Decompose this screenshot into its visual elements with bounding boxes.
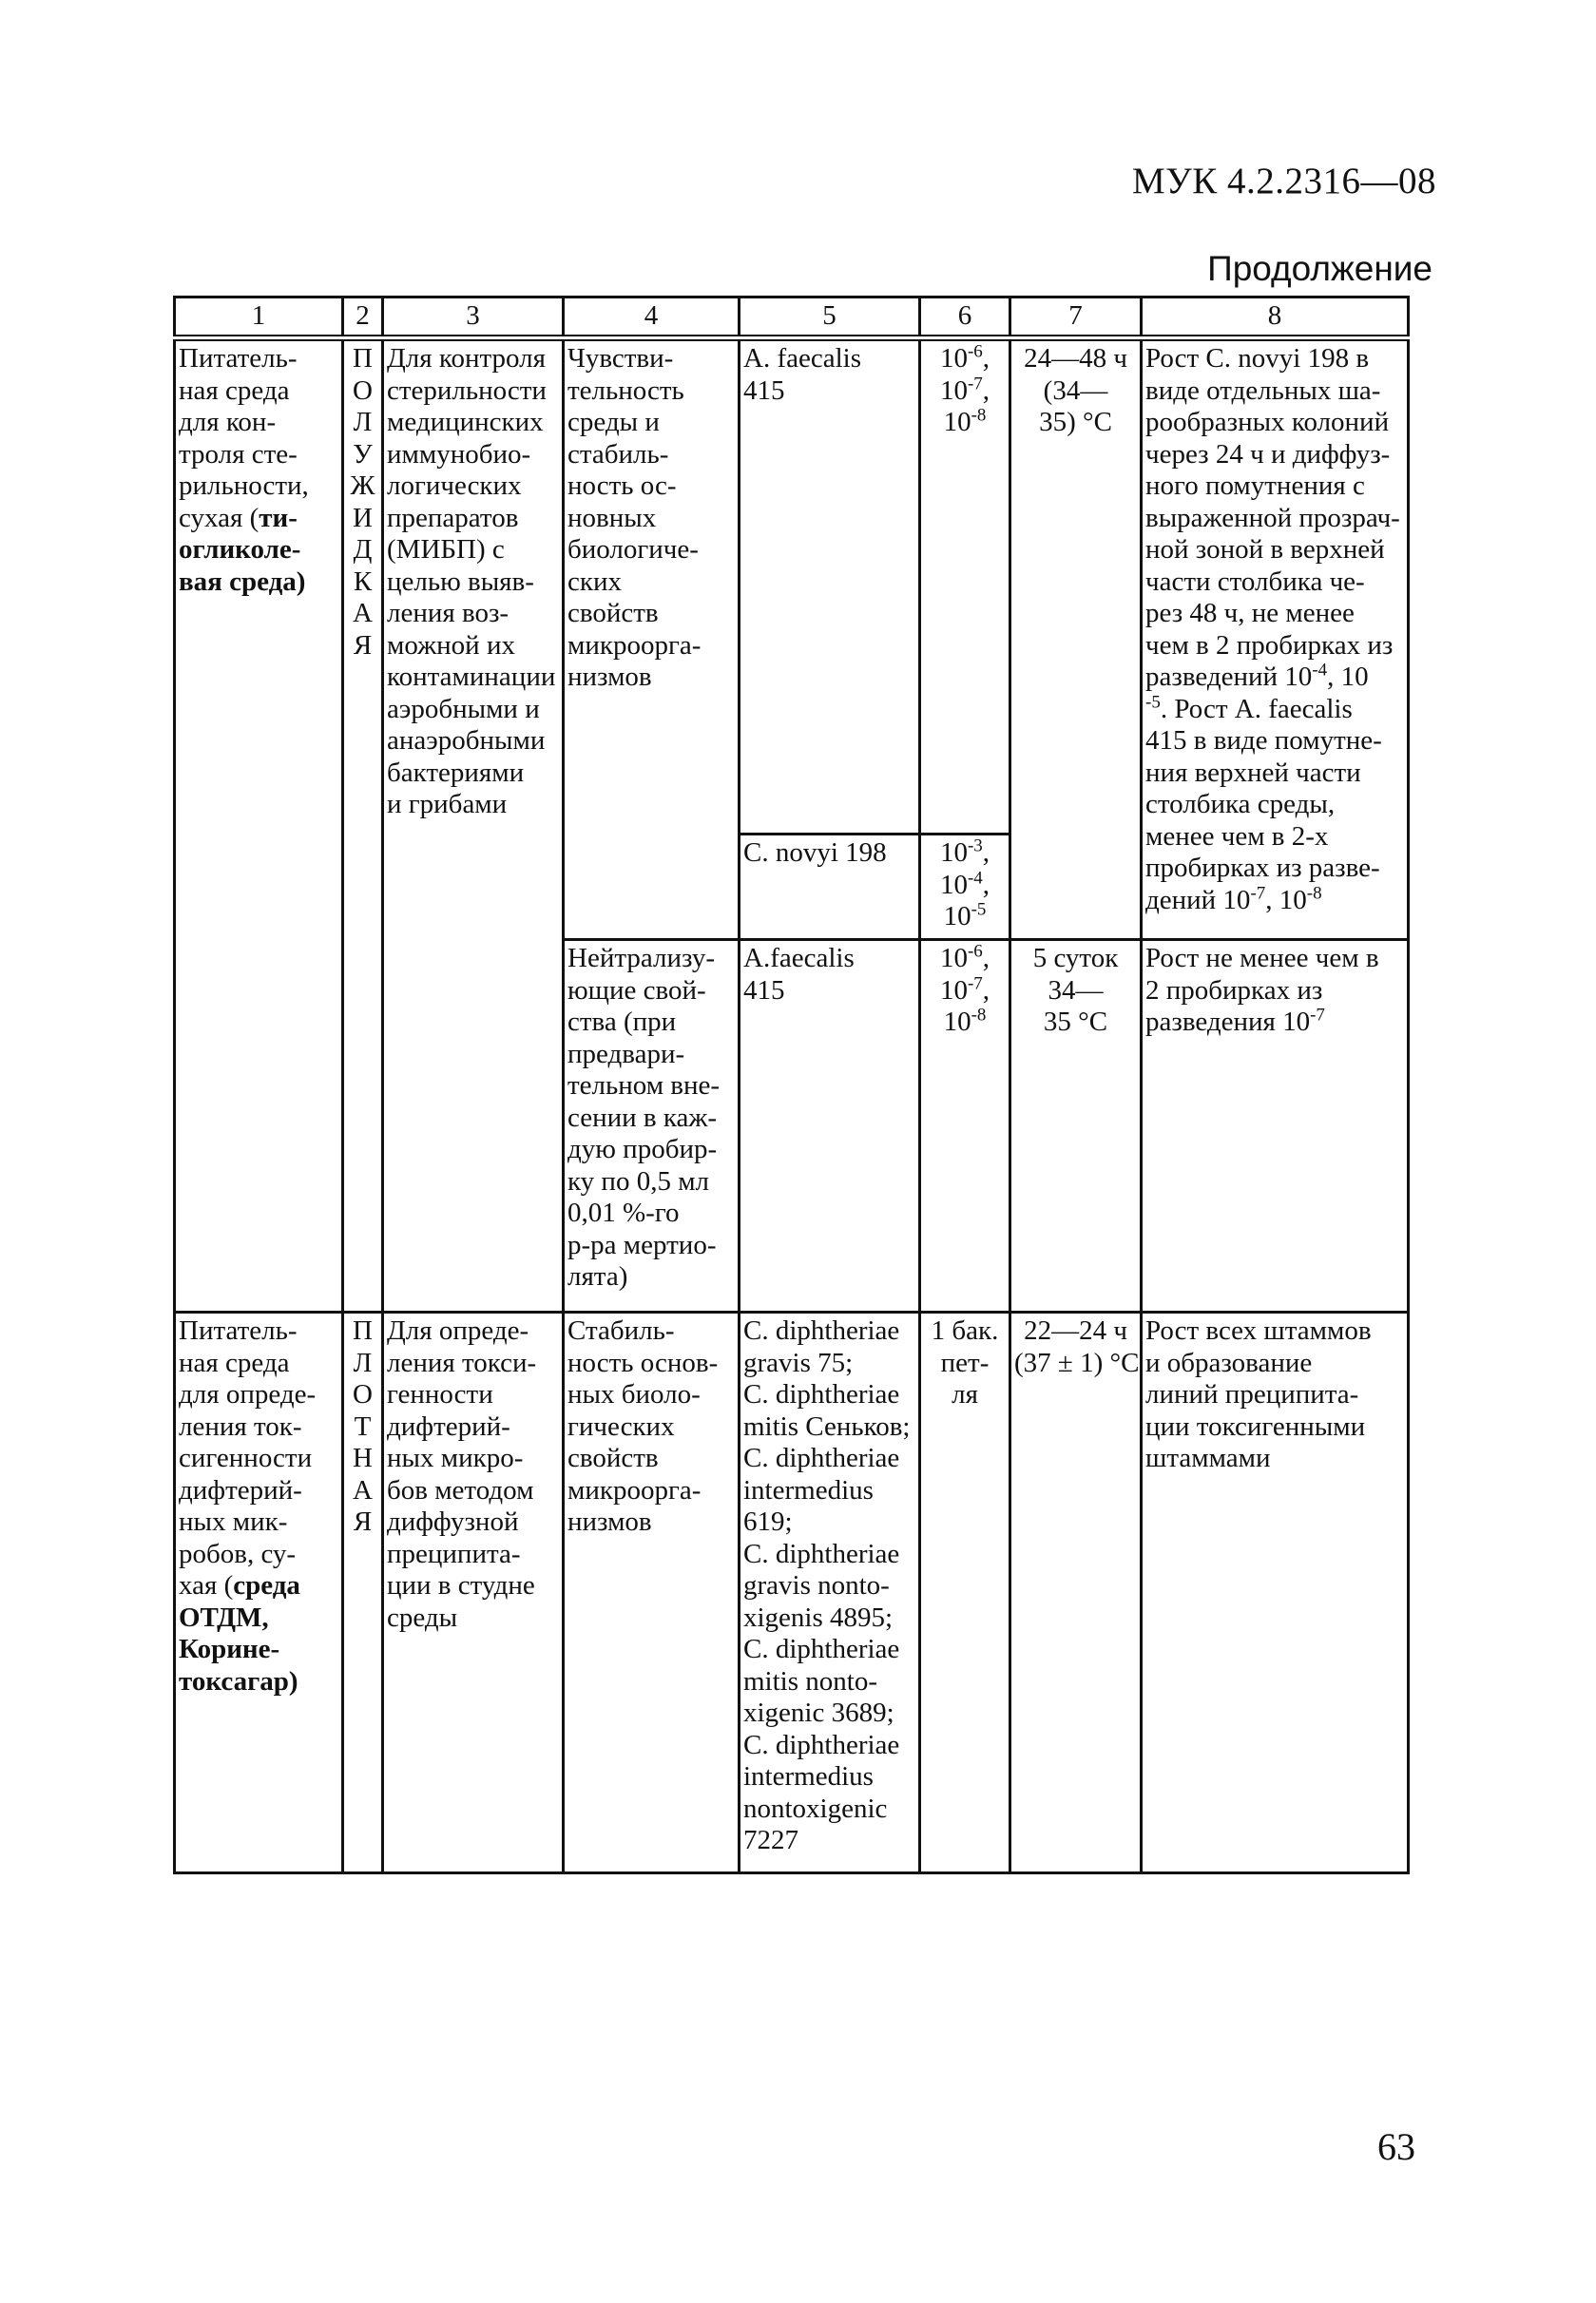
column-header: 2 (343, 297, 383, 338)
purpose-cell: Для контроля стерильности медицинских иммунобио- логических препаратов (МИБП) с целью выяв- ления воз- можной их контаминации аэробными и анаэробными бактериями и грибами (383, 338, 564, 1313)
continuation-label: Продолжение (1207, 249, 1433, 288)
column-header: 5 (740, 297, 920, 338)
dilution-cell: 1 бак. пет- ля (920, 1313, 1010, 1873)
strain-cell: C. diphtheriae gravis 75; C. diphtheriae mitis Сеньков; C. diphtheriae intermedius 619; C. diphtheriae gravis nonto- xigenis 4895; C. diphtheriae mitis nonto- xigenic 3689; C. diphtheriae intermedius nontoxigenic 7227 (740, 1313, 920, 1873)
state-letters-cell: П Л О Т Н А Я (343, 1313, 383, 1873)
dilution-cell: $10^{-6}$, $10^{-7}$, $10^{-8}$ (920, 940, 1010, 1313)
medium-name-cell: Питатель- ная среда для кон- троля сте- рильности, сухая (ти- огликоле- вая среда) (175, 338, 343, 1313)
column-header: 3 (383, 297, 564, 338)
document-code: МУК 4.2.2316—08 (1131, 161, 1436, 202)
data-table (173, 296, 1410, 1874)
column-header: 6 (920, 297, 1010, 338)
result-cell: Рост C. novyi 198 в виде отдельных ша- рообразных колоний через 24 ч и диффуз- ного помутнения с выраженной прозрач- ной зоной в верхней части столбика че- рез 48 ч, не менее чем в 2 пробирках из разведений $10^{-4}$, 10 $^{-5}$. Рост A. faecalis 415 в виде помутне- ния верхней части столбика среды, менее чем в 2-х пробирках из разве- дений $10^{-7}$, $10^{-8}$ (1142, 338, 1409, 940)
strain-cell: C. novyi 198 (740, 835, 920, 940)
table-row (175, 338, 1409, 835)
medium-name-cell: Питатель- ная среда для опреде- ления ток- сигенности дифтерий- ных мик- робов, су- хая (среда ОТДМ, Корине- токсагар) (175, 1313, 343, 1873)
incubation-cell: 24—48 ч (34— 35) °С (1010, 338, 1142, 940)
result-cell: Рост не менее чем в 2 пробирках из разведения $10^{-7}$ (1142, 940, 1409, 1313)
incubation-cell: 5 суток 34— 35 °С (1010, 940, 1142, 1313)
indicator-cell: Чувстви- тельность среды и стабиль- ность ос- новных биологиче- ских свойств микроорга- низмов (564, 338, 740, 940)
indicator-cell: Нейтрализу- ющие свой- ства (при предвари- тельном вне- сении в каж- дую пробир- ку по 0,5 мл 0,01 %-го р-ра мертио- лята) (564, 940, 740, 1313)
purpose-cell: Для опреде- ления токси- генности дифтерий- ных микро- бов методом диффузной преципита- ции в студне среды (383, 1313, 564, 1873)
dilution-cell: $10^{-6}$, $10^{-7}$, $10^{-8}$ (920, 338, 1010, 835)
column-header: 4 (564, 297, 740, 338)
strain-cell: A.faecalis 415 (740, 940, 920, 1313)
column-header: 8 (1142, 297, 1409, 338)
incubation-cell: 22—24 ч (37 ± 1) °С (1010, 1313, 1142, 1873)
indicator-cell: Стабиль- ность основ- ных биоло- гических свойств микроорга- низмов (564, 1313, 740, 1873)
page-number: 63 (1377, 2125, 1415, 2168)
table-header-row (175, 297, 1409, 338)
result-cell: Рост всех штаммов и образование линий преципита- ции токсигенными штаммами (1142, 1313, 1409, 1873)
state-letters-cell: П О Л У Ж И Д К А Я (343, 338, 383, 1313)
dilution-cell: $10^{-3}$, $10^{-4}$, $10^{-5}$ (920, 835, 1010, 940)
table-row (175, 1313, 1409, 1873)
column-header: 7 (1010, 297, 1142, 338)
column-header: 1 (175, 297, 343, 338)
strain-cell: A. faecalis 415 (740, 338, 920, 835)
